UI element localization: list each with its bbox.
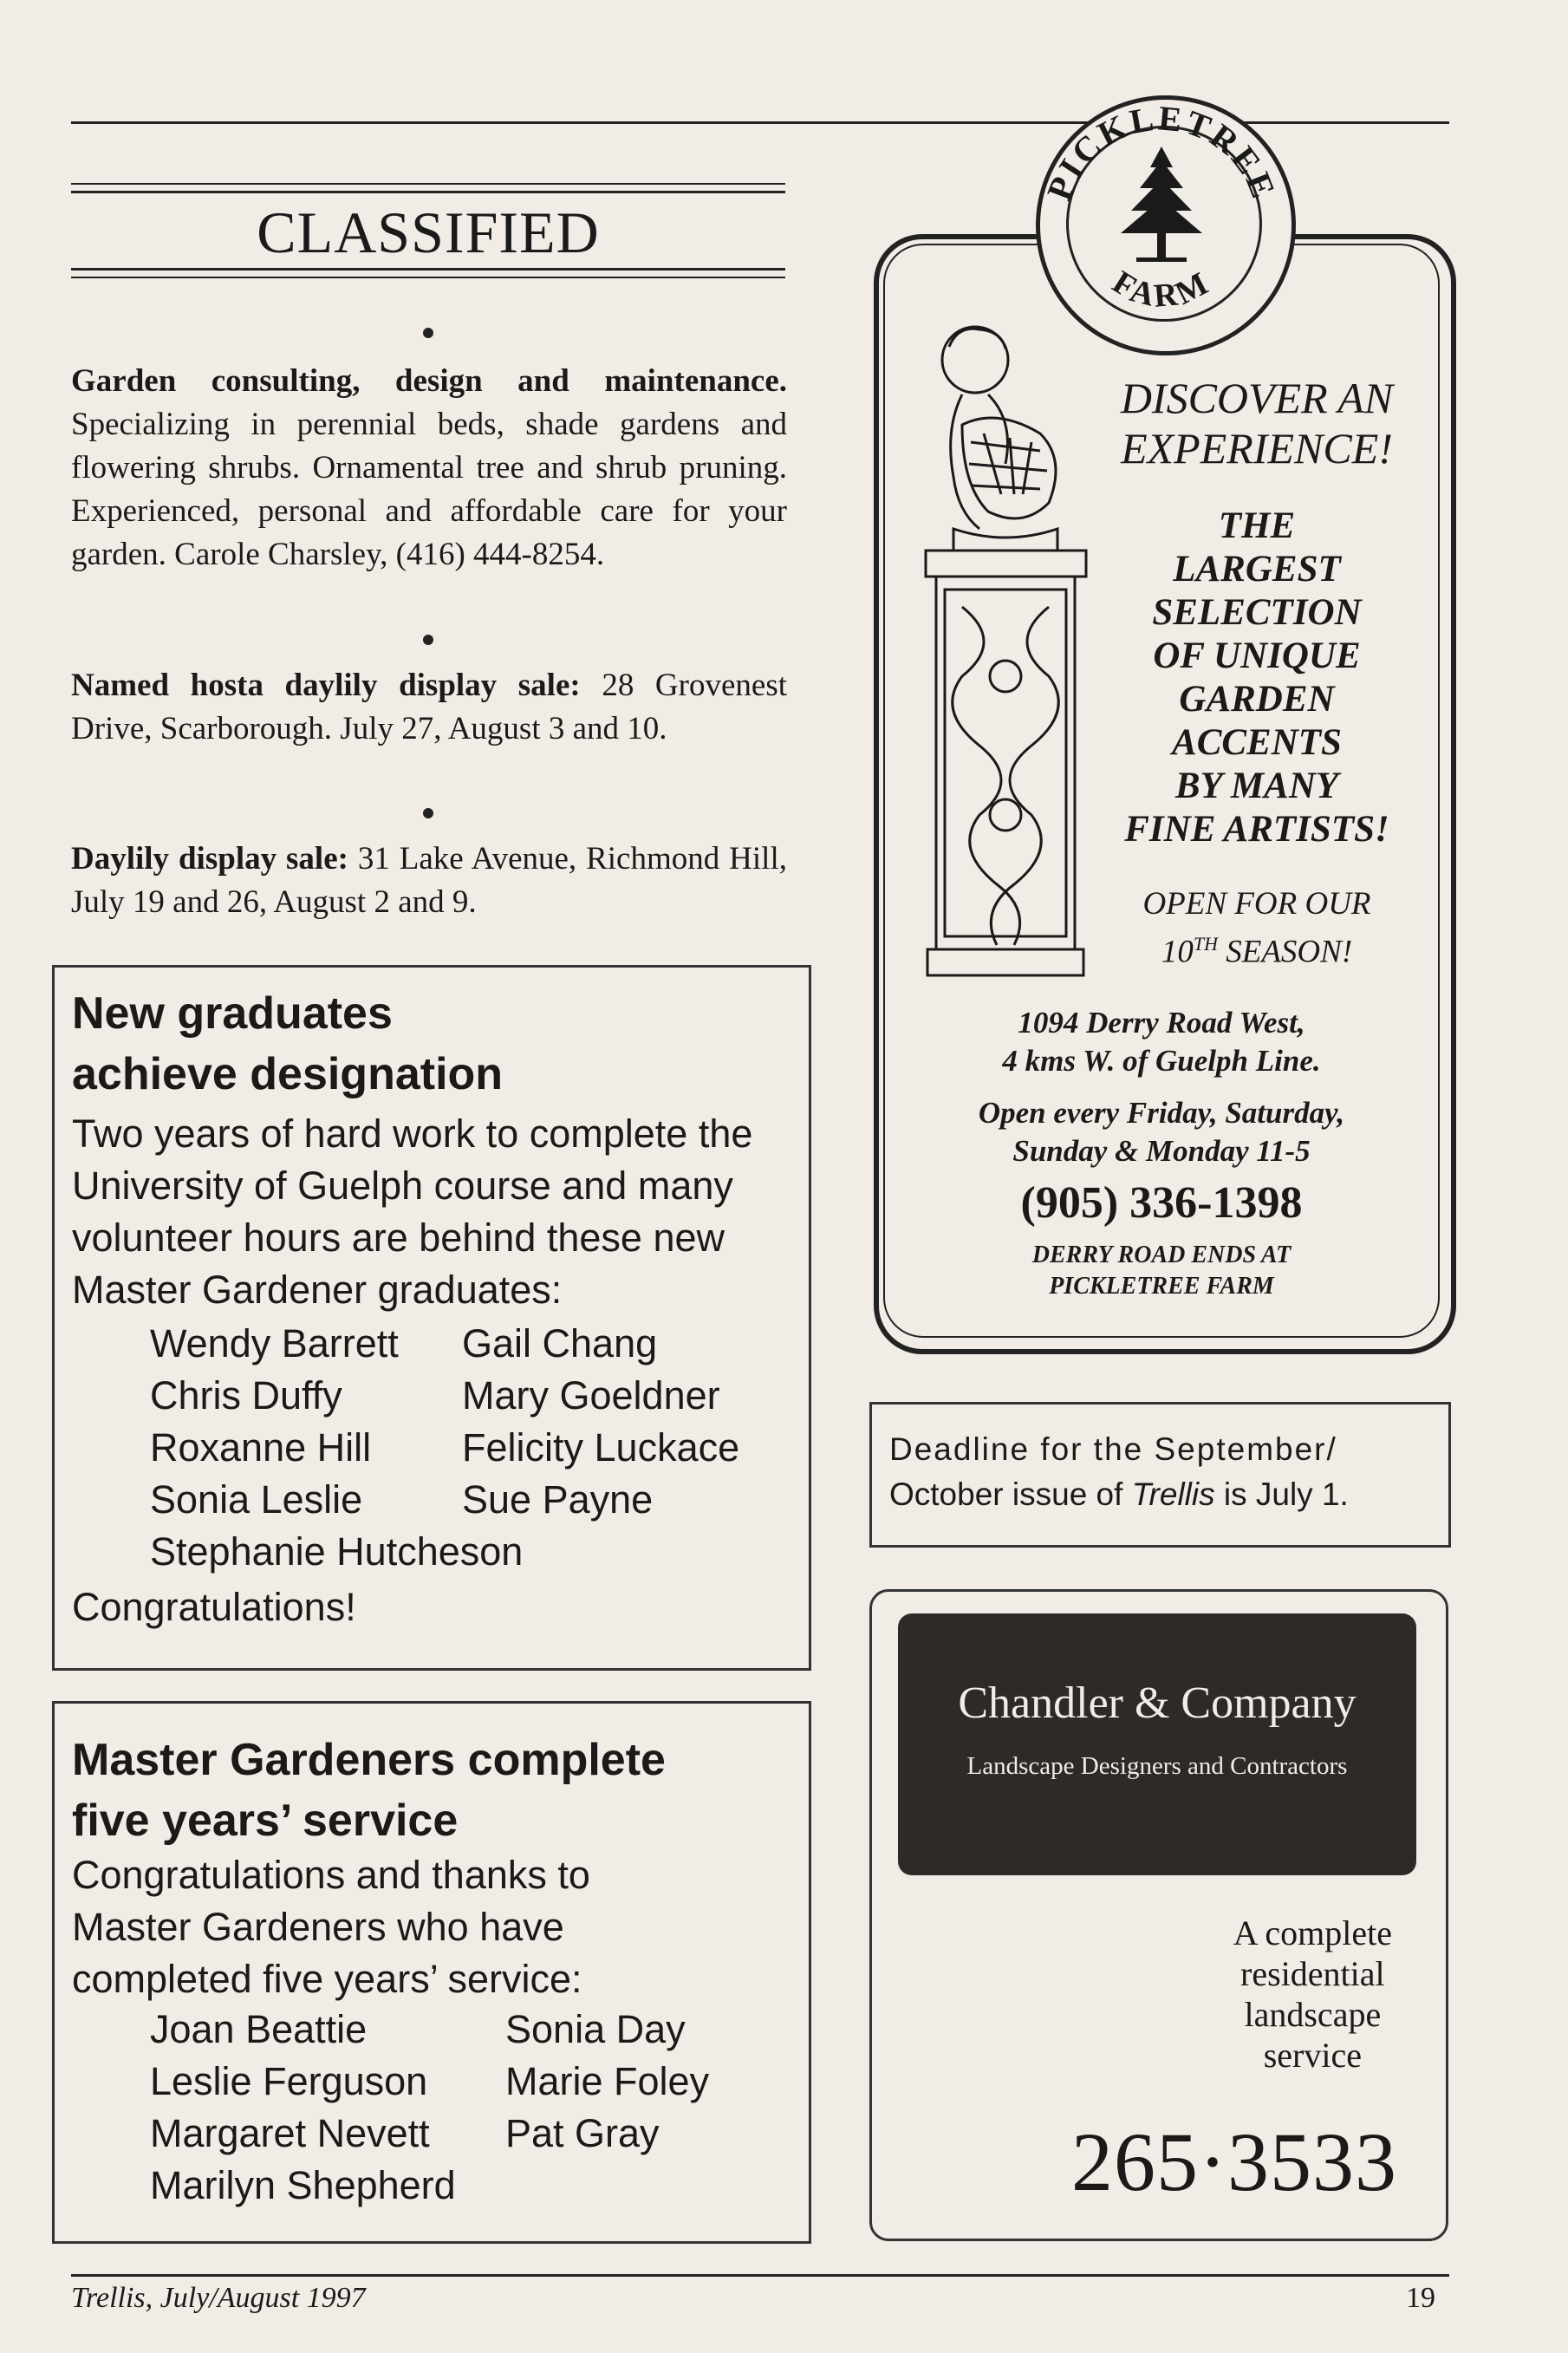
classified-ad-hosta (71, 664, 787, 751)
pickletree-phone: (905) 336-1398 (1020, 1178, 1303, 1228)
ad-heading: Daylily display sale: (71, 841, 348, 877)
graduates-heading: New graduates achieve designation (72, 988, 504, 1099)
service-name: Margaret Nevett (150, 2111, 430, 2155)
graduate-name: Wendy Barrett (150, 1321, 399, 1366)
graduates-text: Two years of hard work to complete the University of Guelph course and many volunteer hours are behind these new Master Gardener graduates: (72, 1111, 753, 1312)
pickletree-address: 1094 Derry Road West, 4 kms W. of Guelph Line. (1002, 1006, 1321, 1078)
chandler-phone: 265·3533 (1071, 2115, 1397, 2208)
bullet-dot (423, 808, 433, 818)
service-name: Leslie Ferguson (150, 2059, 428, 2103)
service-name: Marie Foley (505, 2059, 710, 2103)
service-name: Joan Beattie (150, 2007, 368, 2051)
classified-ad-consulting (71, 360, 787, 577)
deadline-text: Deadline for the September/ October issue of Trellis is July 1. (889, 1431, 1349, 1512)
ad-body: 28 Grovenest Drive, Scarborough. July 27, August 3 and 10. (71, 668, 787, 746)
service-name: Sonia Day (505, 2007, 686, 2051)
pickletree-note: DERRY ROAD ENDS AT PICKLETREE FARM (1031, 1242, 1291, 1300)
graduates-box (52, 965, 811, 1671)
service-heading: Master Gardeners complete five years’ service (72, 1735, 666, 1846)
ad-heading: Garden consulting, design and maintenance. (71, 363, 787, 399)
pickletree-season: OPEN FOR OUR 10TH SEASON! (1142, 886, 1371, 970)
classified-ad-daylily (71, 838, 787, 924)
chandler-description: A complete residential landscape service (1233, 1913, 1392, 2075)
graduate-name: Mary Goeldner (462, 1373, 720, 1418)
chandler-tagline: Landscape Designers and Contractors (966, 1752, 1348, 1780)
pickletree-pitch: THE LARGEST SELECTION OF UNIQUE GARDEN ACCENTS BY MANY FINE ARTISTS! (1124, 505, 1389, 850)
tree-icon (1105, 143, 1218, 273)
logo-top-text: PICKLETREE (1038, 98, 1285, 205)
graduate-name: Sue Payne (462, 1477, 654, 1522)
graduate-name: Stephanie Hutcheson (150, 1529, 524, 1574)
graduate-name: Roxanne Hill (150, 1425, 372, 1470)
service-name: Marilyn Shepherd (150, 2163, 456, 2207)
ad-body: Specializing in perennial beds, shade gardens and flowering shrubs. Ornamental tree and shrub pruning. Experienced, personal and affordable care for your garden. Carole Charsley, (416) 444-8254. (71, 407, 787, 572)
footer-publication: Trellis, July/August 1997 (71, 2282, 366, 2314)
pickletree-slogan: DISCOVER AN EXPERIENCE! (1120, 374, 1394, 473)
graduates-closing: Congratulations! (72, 1585, 356, 1629)
chandler-ad (869, 1589, 1448, 2241)
ad-body: 31 Lake Avenue, Richmond Hill, July 19 and 26, August 2 and 9. (71, 841, 787, 920)
graduate-name: Felicity Luckace (462, 1425, 740, 1470)
bullet-dot (423, 635, 433, 645)
logo-bottom-text: FARM (1106, 264, 1217, 315)
deadline-box (869, 1402, 1451, 1548)
bottom-rule (71, 2274, 1449, 2277)
service-box (52, 1701, 811, 2244)
service-text: Congratulations and thanks to Master Gardeners who have completed five years’ service: (72, 1853, 590, 2001)
graduate-name: Sonia Leslie (150, 1477, 363, 1522)
service-name: Pat Gray (505, 2111, 660, 2155)
page-number: 19 (1406, 2282, 1435, 2314)
chandler-name: Chandler & Company (958, 1678, 1357, 1728)
graduate-name: Gail Chang (462, 1321, 658, 1366)
chandler-dark-panel (898, 1613, 1416, 1875)
classified-header (71, 191, 785, 270)
graduate-name: Chris Duffy (150, 1373, 342, 1418)
ad-heading: Named hosta daylily display sale: (71, 668, 581, 703)
bullet-dot (423, 328, 433, 338)
classified-title: CLASSIFIED (257, 199, 600, 265)
pickletree-hours: Open every Friday, Saturday, Sunday & Monday 11-5 (978, 1096, 1345, 1168)
